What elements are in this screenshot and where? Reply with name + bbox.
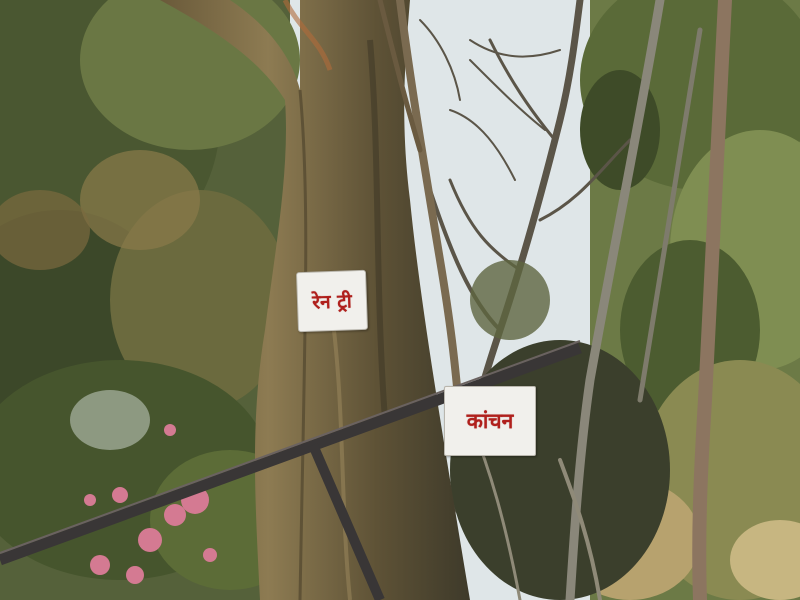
rain-tree-label: रेन ट्री: [311, 290, 353, 314]
rain-tree-name-plate: [296, 270, 368, 332]
kanchan-label: कांचन: [466, 409, 514, 433]
kanchan-name-plate: [444, 386, 536, 456]
center-leaves: [470, 260, 550, 340]
